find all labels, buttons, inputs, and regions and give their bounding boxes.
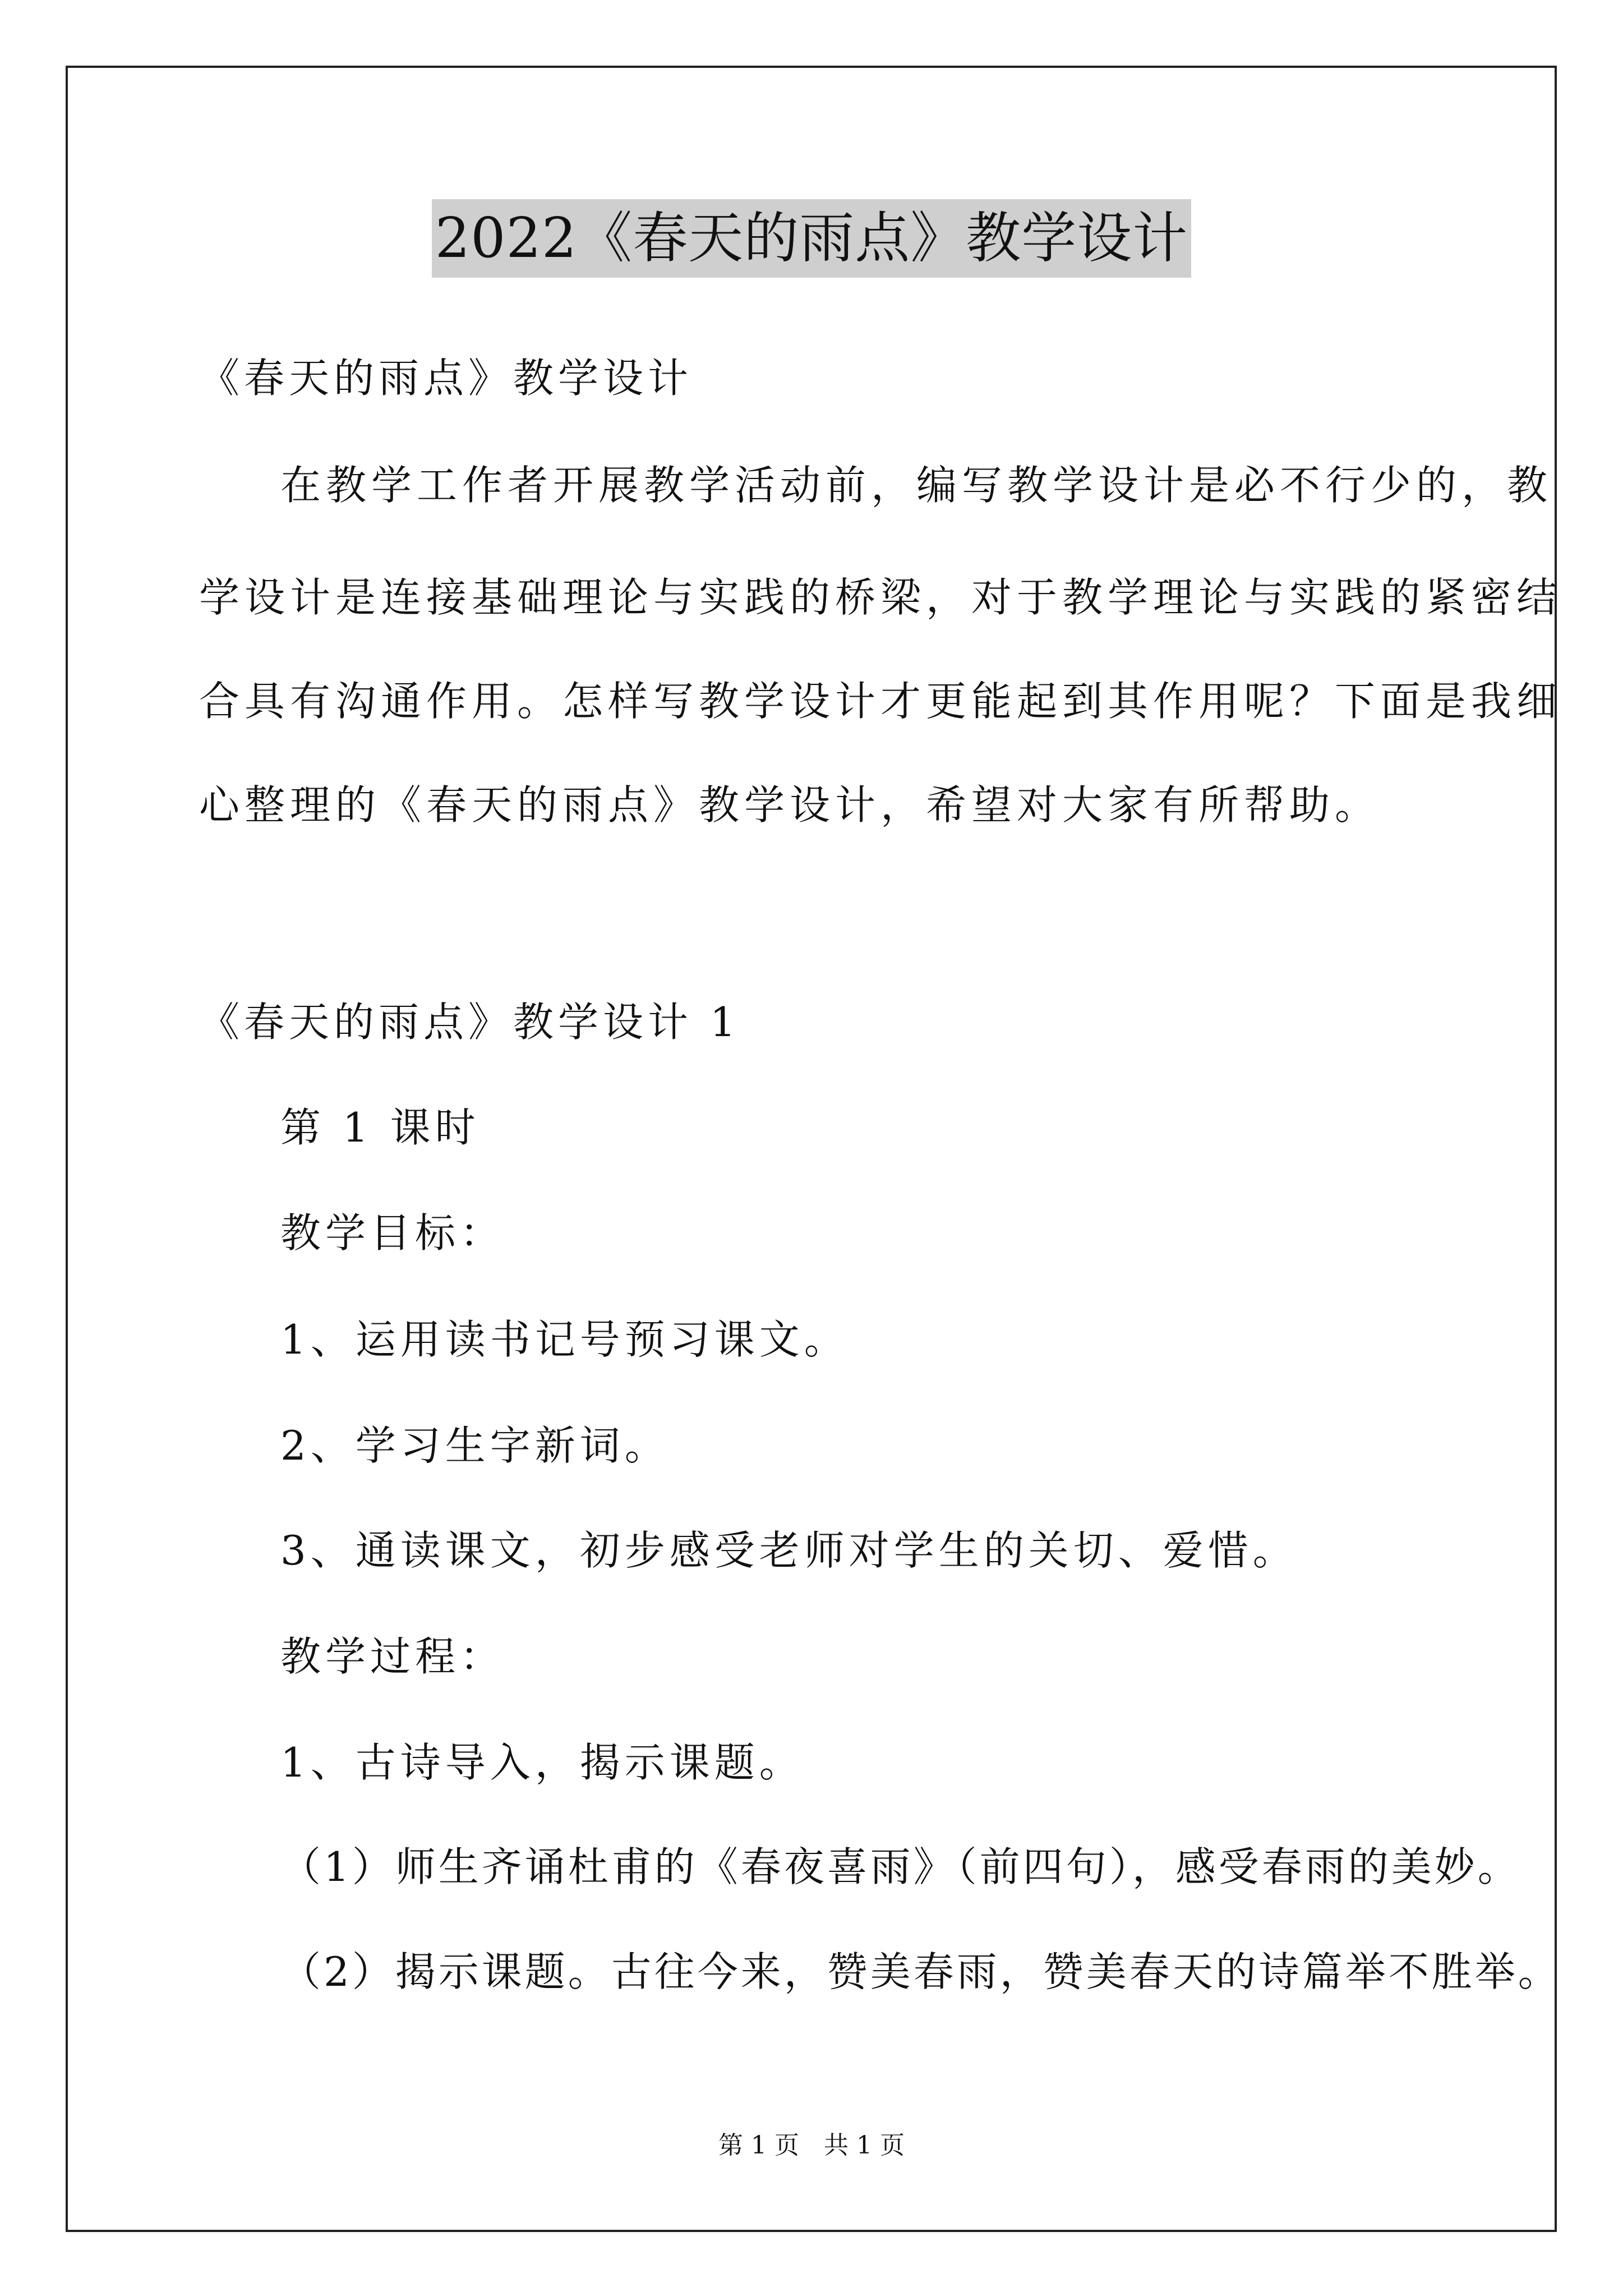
document-title: 2022《春天的雨点》教学设计 <box>432 199 1191 278</box>
goals-heading: 教学目标： <box>280 1209 505 1257</box>
process-step-1: 1、古诗导入，揭示课题。 <box>280 1739 804 1786</box>
process-sub-2: （2）揭示课题。古往今来，赞美春雨，赞美春天的诗篇举不胜举。 <box>280 1948 1561 1995</box>
process-sub-1: （1）师生齐诵杜甫的《春夜喜雨》（前四句），感受春雨的美妙。 <box>280 1843 1521 1890</box>
goal-item-3: 3、通读课文，初步感受老师对学生的关切、爱惜。 <box>280 1527 1298 1574</box>
intro-line-3: 合具有沟通作用。怎样写教学设计才更能起到其作用呢？下面是我细 <box>199 678 1562 725</box>
section-heading: 《春天的雨点》教学设计 1 <box>199 999 740 1046</box>
intro-line-2: 学设计是连接基础理论与实践的桥梁，对于教学理论与实践的紧密结 <box>199 574 1562 621</box>
subtitle: 《春天的雨点》教学设计 <box>199 355 693 402</box>
intro-line-4: 心整理的《春天的雨点》教学设计，希望对大家有所帮助。 <box>199 781 1381 829</box>
goal-item-1: 1、运用读书记号预习课文。 <box>280 1316 849 1363</box>
page-footer: 第 1 页 共 1 页 <box>718 2131 905 2160</box>
intro-line-1: 在教学工作者开展教学活动前，编写教学设计是必不行少的，教 <box>280 462 1553 509</box>
process-heading: 教学过程： <box>280 1633 505 1680</box>
lesson-label: 第 1 课时 <box>280 1104 480 1151</box>
title-container <box>0 199 1623 278</box>
goal-item-2: 2、学习生字新词。 <box>280 1422 670 1469</box>
